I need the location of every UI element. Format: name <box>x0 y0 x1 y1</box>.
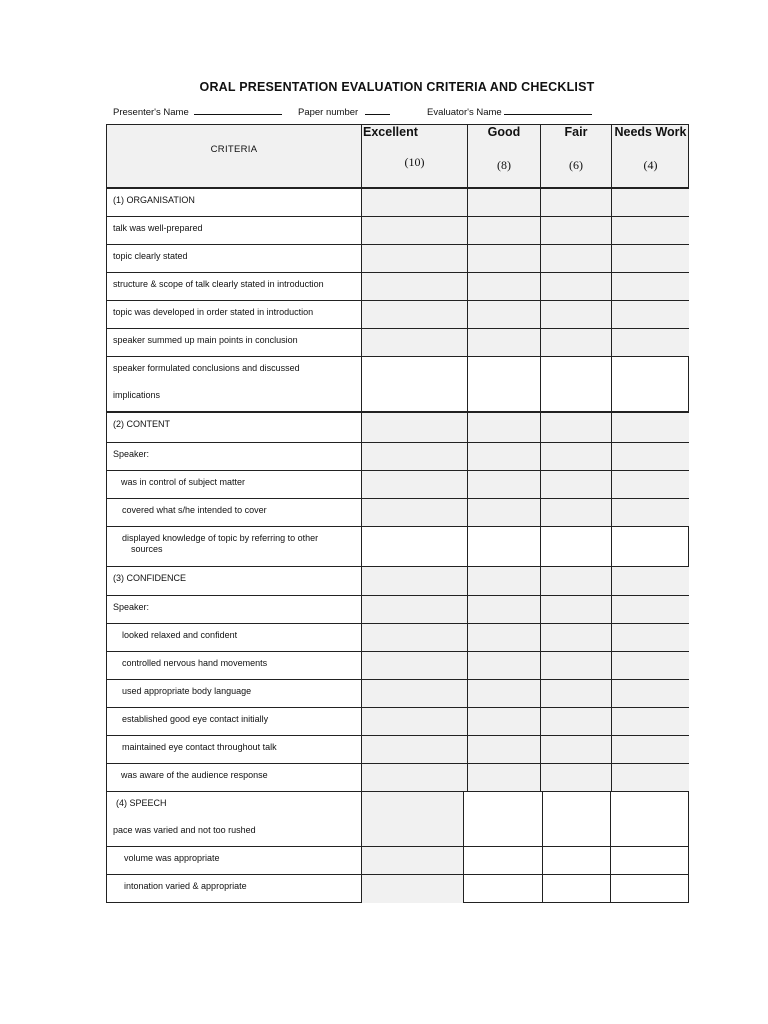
score-cell[interactable] <box>468 443 540 470</box>
criterion-text: speaker formulated conclusions and discussed <box>113 363 300 373</box>
rating-points: (6) <box>569 158 583 172</box>
evaluator-name-field[interactable] <box>427 105 592 118</box>
score-cell[interactable] <box>612 245 689 272</box>
page-title: ORAL PRESENTATION EVALUATION CRITERIA AND CHECKLIST <box>199 80 595 94</box>
score-cell[interactable] <box>468 189 540 216</box>
column-divider <box>467 357 468 411</box>
criterion-cell <box>107 245 361 272</box>
criterion-row <box>107 596 688 624</box>
score-cell[interactable] <box>612 217 689 244</box>
column-divider <box>542 847 543 874</box>
score-cell[interactable] <box>612 471 689 498</box>
header-excellent <box>362 125 467 187</box>
rating-label: Good <box>487 125 521 139</box>
score-cell[interactable] <box>541 217 611 244</box>
criterion-cell <box>107 471 361 498</box>
column-divider <box>361 875 362 903</box>
criterion-cell <box>107 652 361 679</box>
score-cell[interactable] <box>612 443 689 470</box>
score-cell[interactable] <box>541 357 611 411</box>
column-divider <box>540 567 541 595</box>
column-divider <box>361 301 362 328</box>
score-cell[interactable] <box>468 413 540 442</box>
criterion-row <box>107 875 688 903</box>
score-cell[interactable] <box>362 708 467 735</box>
criterion-text: sources <box>131 544 163 554</box>
column-divider <box>540 527 541 566</box>
score-cell[interactable] <box>541 736 611 763</box>
criterion-row <box>107 273 688 301</box>
column-divider <box>361 652 362 679</box>
presenter-name-blank[interactable] <box>194 105 282 115</box>
score-cell[interactable] <box>468 567 540 595</box>
column-divider <box>540 680 541 707</box>
section-content <box>107 413 688 443</box>
column-divider <box>540 764 541 791</box>
column-divider <box>361 273 362 300</box>
score-cell[interactable] <box>468 273 540 300</box>
column-divider <box>361 329 362 356</box>
criterion-cell <box>107 875 361 903</box>
score-cell[interactable] <box>612 499 689 526</box>
score-cell[interactable] <box>612 329 689 356</box>
column-divider <box>611 499 612 526</box>
score-cell[interactable] <box>468 527 540 566</box>
criterion-row <box>107 499 688 527</box>
criterion-text: (3) CONFIDENCE <box>113 573 187 583</box>
score-cell[interactable] <box>468 680 540 707</box>
score-cell[interactable] <box>612 413 689 442</box>
column-divider <box>467 736 468 763</box>
score-cell[interactable] <box>362 189 467 216</box>
evaluator-name-label: Evaluator's Name <box>427 107 502 118</box>
criterion-text: was aware of the audience response <box>121 770 268 780</box>
criterion-row <box>107 764 688 792</box>
criterion-row <box>107 301 688 329</box>
paper-number-label: Paper number <box>298 107 359 118</box>
column-divider <box>611 471 612 498</box>
criterion-row <box>107 847 688 875</box>
column-divider <box>467 527 468 566</box>
column-divider <box>540 301 541 328</box>
score-cell[interactable] <box>612 764 689 791</box>
criterion-cell <box>107 736 361 763</box>
column-divider <box>611 567 612 595</box>
column-divider <box>540 125 541 187</box>
column-divider <box>361 736 362 763</box>
score-cell[interactable] <box>468 652 540 679</box>
score-cell[interactable] <box>362 499 467 526</box>
score-cell[interactable] <box>362 680 467 707</box>
score-cell[interactable] <box>468 245 540 272</box>
criterion-row <box>107 652 688 680</box>
score-cell[interactable] <box>541 624 611 651</box>
rating-points: (10) <box>404 155 425 169</box>
paper-number-blank[interactable] <box>365 105 390 115</box>
criterion-cell <box>107 567 361 595</box>
column-divider <box>361 499 362 526</box>
column-divider <box>361 125 362 187</box>
column-divider <box>467 624 468 651</box>
criterion-row <box>107 443 688 471</box>
rating-label: Excellent <box>363 125 418 139</box>
column-divider <box>540 736 541 763</box>
criterion-text: volume was appropriate <box>124 853 220 863</box>
column-divider <box>467 273 468 300</box>
score-cell[interactable] <box>541 245 611 272</box>
score-cell[interactable] <box>612 301 689 328</box>
column-divider <box>467 245 468 272</box>
score-cell[interactable] <box>362 527 467 566</box>
score-cell[interactable] <box>612 708 689 735</box>
column-divider <box>361 567 362 595</box>
criterion-row <box>107 624 688 652</box>
column-divider <box>467 329 468 356</box>
score-cell[interactable] <box>464 875 542 903</box>
rating-points: (4) <box>643 158 658 172</box>
header-needs-work <box>612 125 689 187</box>
criterion-text: established good eye contact initially <box>122 714 269 724</box>
column-divider <box>467 125 468 187</box>
criterion-text: topic clearly stated <box>113 251 188 261</box>
criterion-row <box>107 527 688 567</box>
score-cell[interactable] <box>541 301 611 328</box>
score-cell[interactable] <box>611 875 689 903</box>
section-confidence <box>107 567 688 596</box>
column-divider <box>542 792 543 846</box>
criterion-cell <box>107 596 361 623</box>
column-divider <box>540 273 541 300</box>
criterion-text: covered what s/he intended to cover <box>122 505 267 515</box>
score-cell[interactable] <box>468 471 540 498</box>
criterion-row <box>107 708 688 736</box>
column-divider <box>540 413 541 442</box>
score-cell[interactable] <box>362 764 467 791</box>
score-cell[interactable] <box>541 527 611 566</box>
column-divider <box>540 471 541 498</box>
column-divider <box>611 301 612 328</box>
rating-label: Needs Work <box>614 125 687 139</box>
criterion-cell <box>107 357 361 411</box>
column-divider <box>361 413 362 442</box>
section-speech <box>107 792 688 847</box>
column-divider <box>361 847 362 874</box>
column-divider <box>611 736 612 763</box>
column-divider <box>467 413 468 442</box>
column-divider <box>540 624 541 651</box>
score-cell[interactable] <box>541 499 611 526</box>
criterion-text: intonation varied & appropriate <box>124 881 247 891</box>
criterion-text: structure & scope of talk clearly stated in introduction <box>113 279 324 289</box>
column-divider <box>467 764 468 791</box>
column-divider <box>611 680 612 707</box>
column-divider <box>361 189 362 216</box>
score-cell[interactable] <box>362 301 467 328</box>
score-cell[interactable] <box>541 273 611 300</box>
criterion-text: (1) ORGANISATION <box>113 195 195 205</box>
column-divider <box>611 443 612 470</box>
criterion-text: looked relaxed and confident <box>122 630 238 640</box>
column-divider <box>611 189 612 216</box>
presenter-name-label: Presenter's Name <box>113 107 189 118</box>
column-divider <box>611 764 612 791</box>
score-cell[interactable] <box>468 329 540 356</box>
score-cell[interactable] <box>541 652 611 679</box>
score-cell[interactable] <box>464 847 542 874</box>
criterion-row <box>107 245 688 273</box>
criterion-cell <box>107 301 361 328</box>
column-divider <box>610 847 611 874</box>
criterion-text: (4) SPEECH <box>116 798 167 808</box>
column-divider <box>610 875 611 903</box>
score-cell[interactable] <box>612 273 689 300</box>
column-divider <box>540 357 541 411</box>
score-cell[interactable] <box>362 217 467 244</box>
column-divider <box>467 567 468 595</box>
score-cell[interactable] <box>362 413 467 442</box>
criterion-text: implications <box>113 390 161 400</box>
criterion-row <box>107 217 688 245</box>
column-divider <box>467 499 468 526</box>
criterion-cell <box>107 708 361 735</box>
score-cell[interactable] <box>541 413 611 442</box>
criterion-row <box>107 736 688 764</box>
score-cell[interactable] <box>468 708 540 735</box>
column-divider <box>463 792 464 846</box>
criterion-cell <box>107 329 361 356</box>
score-cell[interactable] <box>362 596 467 623</box>
criterion-text: controlled nervous hand movements <box>122 658 268 668</box>
column-divider <box>611 527 612 566</box>
column-divider <box>611 652 612 679</box>
column-divider <box>467 443 468 470</box>
criterion-cell <box>107 680 361 707</box>
column-divider <box>361 792 362 846</box>
rating-label: Fair <box>564 125 588 139</box>
column-divider <box>467 680 468 707</box>
score-cell[interactable] <box>464 792 542 846</box>
column-divider <box>467 596 468 623</box>
score-cell[interactable] <box>468 764 540 791</box>
column-divider <box>463 847 464 874</box>
header-fair <box>541 125 611 187</box>
score-cell[interactable] <box>468 217 540 244</box>
score-cell[interactable] <box>611 847 689 874</box>
column-divider <box>361 764 362 791</box>
criterion-text: maintained eye contact throughout talk <box>122 742 277 752</box>
criterion-cell <box>107 847 361 874</box>
score-cell[interactable] <box>541 567 611 595</box>
score-cell[interactable] <box>541 708 611 735</box>
score-cell[interactable] <box>362 245 467 272</box>
column-divider <box>361 680 362 707</box>
criterion-text: Speaker: <box>113 449 150 459</box>
criterion-row <box>107 471 688 499</box>
score-cell[interactable] <box>362 736 467 763</box>
column-divider <box>467 301 468 328</box>
column-divider <box>611 245 612 272</box>
column-divider <box>611 357 612 411</box>
score-cell[interactable] <box>468 499 540 526</box>
criterion-text: was in control of subject matter <box>121 477 246 487</box>
criterion-text: speaker summed up main points in conclusion <box>113 335 298 345</box>
score-cell[interactable] <box>612 357 689 411</box>
criterion-text: topic was developed in order stated in introduction <box>113 307 314 317</box>
column-divider <box>540 189 541 216</box>
column-divider <box>361 443 362 470</box>
score-cell[interactable] <box>612 624 689 651</box>
paper-number-field[interactable] <box>298 105 390 118</box>
criterion-text: (2) CONTENT <box>113 419 170 429</box>
score-cell[interactable] <box>541 764 611 791</box>
score-cell[interactable] <box>362 567 467 595</box>
column-divider <box>361 596 362 623</box>
rating-points: (8) <box>497 158 511 172</box>
score-cell[interactable] <box>612 567 689 595</box>
criterion-cell <box>107 499 361 526</box>
score-cell[interactable] <box>468 596 540 623</box>
column-divider <box>463 875 464 903</box>
criterion-row <box>107 680 688 708</box>
column-divider <box>361 527 362 566</box>
criterion-text: pace was varied and not too rushed <box>113 825 256 835</box>
score-cell[interactable] <box>468 624 540 651</box>
score-cell[interactable] <box>541 443 611 470</box>
criterion-cell <box>107 443 361 470</box>
score-cell[interactable] <box>543 792 610 846</box>
column-divider <box>611 413 612 442</box>
score-cell[interactable] <box>543 847 610 874</box>
column-divider <box>540 596 541 623</box>
score-cell[interactable] <box>612 652 689 679</box>
criterion-text: displayed knowledge of topic by referring to other <box>122 533 319 543</box>
score-cell[interactable] <box>612 527 689 566</box>
presenter-name-field[interactable] <box>113 105 282 118</box>
score-cell[interactable] <box>362 443 467 470</box>
criterion-cell <box>107 764 361 791</box>
score-cell[interactable] <box>468 357 540 411</box>
score-cell[interactable] <box>362 847 463 874</box>
score-cell[interactable] <box>612 680 689 707</box>
criterion-cell <box>107 624 361 651</box>
criteria-header: CRITERIA <box>210 144 258 155</box>
section-organisation <box>107 189 688 217</box>
criterion-row <box>107 329 688 357</box>
evaluation-table <box>106 124 689 903</box>
column-divider <box>540 443 541 470</box>
criterion-text: talk was well-prepared <box>113 223 203 233</box>
score-cell[interactable] <box>541 189 611 216</box>
score-cell[interactable] <box>541 596 611 623</box>
column-divider <box>611 125 612 187</box>
criterion-cell <box>107 217 361 244</box>
column-divider <box>361 217 362 244</box>
column-divider <box>611 273 612 300</box>
column-divider <box>540 217 541 244</box>
score-cell[interactable] <box>362 357 467 411</box>
column-divider <box>611 217 612 244</box>
score-cell[interactable] <box>611 792 689 846</box>
score-cell[interactable] <box>362 624 467 651</box>
score-cell[interactable] <box>362 329 467 356</box>
score-cell[interactable] <box>541 329 611 356</box>
column-divider <box>467 708 468 735</box>
score-cell[interactable] <box>612 596 689 623</box>
score-cell[interactable] <box>362 875 463 903</box>
score-cell[interactable] <box>362 471 467 498</box>
column-divider <box>361 708 362 735</box>
column-divider <box>611 596 612 623</box>
score-cell[interactable] <box>468 301 540 328</box>
score-cell[interactable] <box>468 736 540 763</box>
column-divider <box>467 217 468 244</box>
score-cell[interactable] <box>541 680 611 707</box>
column-divider <box>611 708 612 735</box>
column-divider <box>540 499 541 526</box>
column-divider <box>467 471 468 498</box>
column-divider <box>540 245 541 272</box>
criterion-text: Speaker: <box>113 602 150 612</box>
column-divider <box>540 708 541 735</box>
evaluator-name-blank[interactable] <box>504 105 592 115</box>
column-divider <box>467 189 468 216</box>
criterion-cell <box>107 413 361 442</box>
criterion-cell <box>107 273 361 300</box>
score-cell[interactable] <box>543 875 610 903</box>
column-divider <box>540 329 541 356</box>
column-divider <box>610 792 611 846</box>
column-divider <box>361 624 362 651</box>
score-cell[interactable] <box>612 189 689 216</box>
score-cell[interactable] <box>362 273 467 300</box>
column-divider <box>467 652 468 679</box>
criterion-row <box>107 357 688 413</box>
column-divider <box>611 624 612 651</box>
score-cell[interactable] <box>612 736 689 763</box>
column-divider <box>361 471 362 498</box>
table-header <box>107 125 688 189</box>
criterion-text: used appropriate body language <box>122 686 252 696</box>
score-cell[interactable] <box>362 652 467 679</box>
column-divider <box>540 652 541 679</box>
column-divider <box>361 245 362 272</box>
criterion-cell <box>107 527 361 566</box>
column-divider <box>361 357 362 411</box>
header-good <box>468 125 540 187</box>
criterion-cell <box>107 189 361 216</box>
column-divider <box>611 329 612 356</box>
column-divider <box>542 875 543 903</box>
criterion-cell <box>107 792 361 846</box>
score-cell[interactable] <box>362 792 463 846</box>
score-cell[interactable] <box>541 471 611 498</box>
